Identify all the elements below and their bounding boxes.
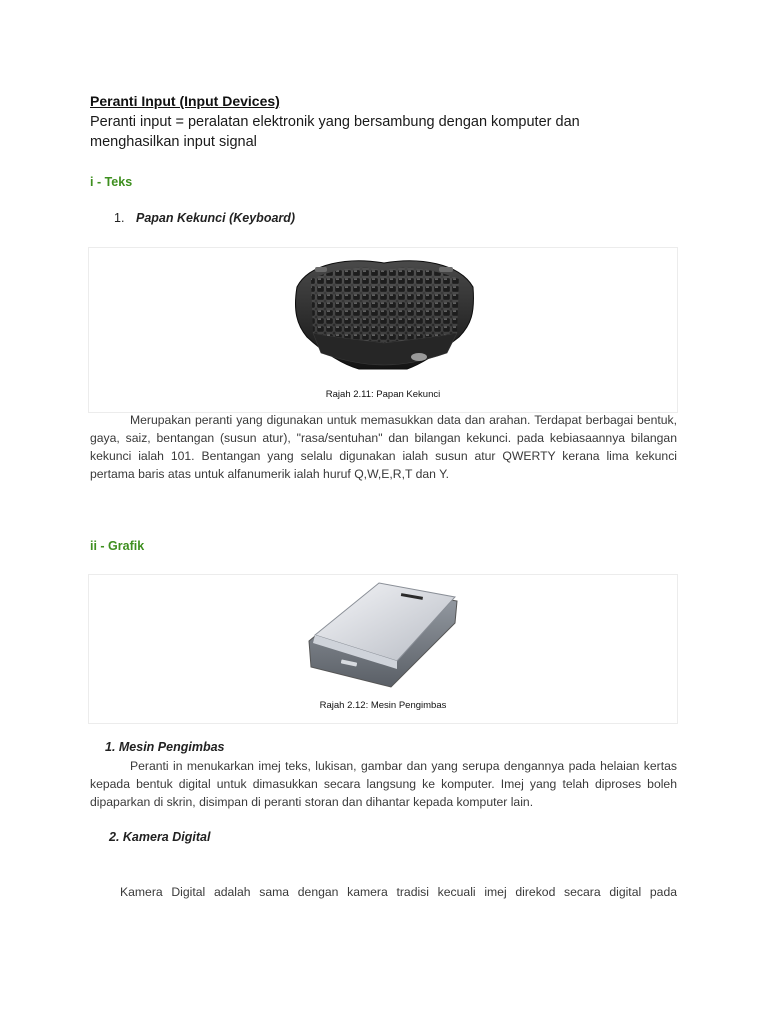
paragraph-text: Peranti in menukarkan imej teks, lukisan, gambar dan yang serupa dengannya pada helaian kertas kepada bentuk digital untuk dimasukkan secara langsung ke komputer. Imej yang telah diproses boleh dipaparkan di skrin, disimpan di peranti storan dan dihantar kepada komputer lain. — [90, 759, 677, 809]
paragraph-keyboard — [90, 411, 677, 483]
paragraph-text: Kamera Digital adalah sama dengan kamera tradisi kecuali imej direkod secara digital pada — [120, 885, 677, 899]
numbered-heading-kamera-digital: 2. Kamera Digital — [109, 830, 211, 844]
section-heading-teks: i - Teks — [90, 175, 133, 189]
numbered-heading-mesin-pengimbas: 1. Mesin Pengimbas — [105, 740, 225, 754]
intro-text: Peranti input = peralatan elektronik yang bersambung dengan komputer dan menghasilkan input signal — [90, 114, 580, 150]
paragraph-text: Merupakan peranti yang digunakan untuk memasukkan data dan arahan. Terdapat berbagai bentuk, gaya, saiz, bentangan (susun atur), "rasa/sentuhan" dan bilangan kekunci. pada kebiasaannya bilangan kekunci ialah 101. Bentangan yang selalu digunakan ialah susun atur QWERTY kerana lima kekunci pertama baris atas untuk alfanumerik ialah huruf Q,W,E,R,T dan Y. — [90, 413, 677, 481]
figure-keyboard — [88, 247, 678, 413]
figure-caption: Rajah 2.11: Papan Kekunci — [325, 389, 441, 400]
page-title: Peranti Input (Input Devices) — [90, 93, 280, 109]
list-number: 1. — [114, 211, 125, 225]
scanner-image — [305, 579, 463, 691]
list-item-keyboard — [114, 211, 295, 225]
keyboard-image — [289, 253, 479, 375]
section-heading-grafik: ii - Grafik — [90, 539, 145, 553]
paragraph-scanner — [90, 757, 677, 811]
list-label: Papan Kekunci (Keyboard) — [136, 211, 296, 225]
figure-scanner — [88, 574, 678, 724]
paragraph-camera — [90, 883, 677, 901]
figure-caption: Rajah 2.12: Mesin Pengimbas — [319, 700, 447, 711]
